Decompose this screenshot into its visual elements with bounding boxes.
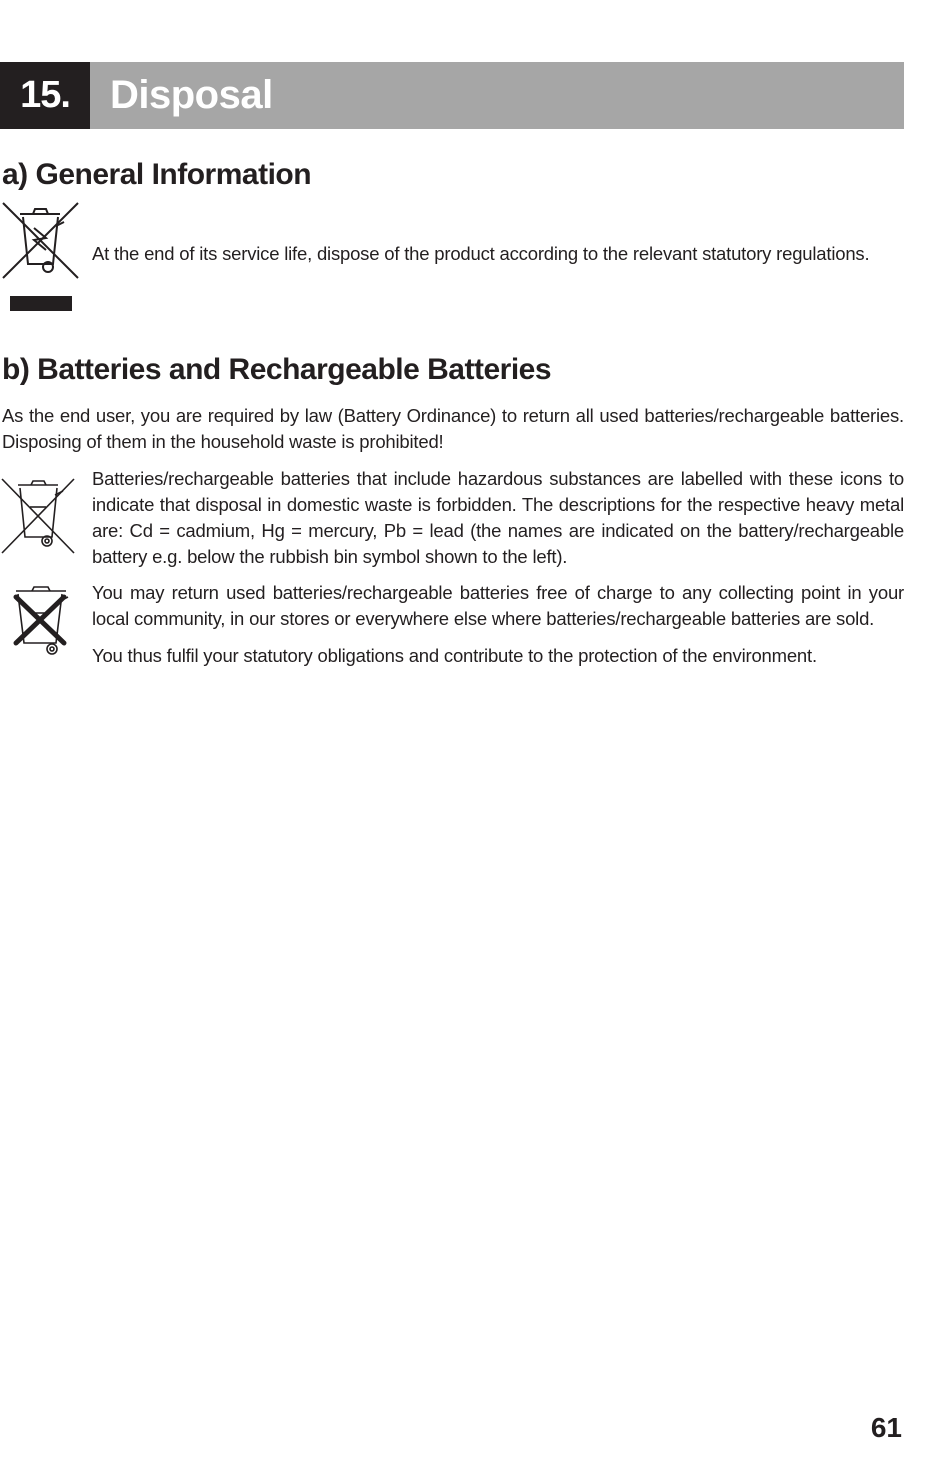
battery-bin-bold-cross-icon: [8, 585, 74, 659]
section-b-heading: b) Batteries and Rechargeable Batteries: [2, 353, 552, 386]
section-b-paragraph-3: You thus fulfil your statutory obligations and contribute to the protection of the environment.: [92, 645, 817, 666]
chapter-header: [0, 62, 904, 129]
section-b-paragraph-1: Batteries/rechargeable batteries that include hazardous substances are labelled with these icons to indicate that disposal in domestic waste is forbidden. The descriptions for the respective heavy metal are: Cd = cadmium, Hg = mercury, Pb = lead (the names are indicated on the battery/rechargeable battery e.g. below the rubbish bin symbol shown to the left).: [92, 468, 904, 567]
section-a-text: At the end of its service life, dispose of the product according to the relevant statutory regulations.: [92, 243, 870, 264]
section-b-paragraph-2: You may return used batteries/rechargeable batteries free of charge to any collecting point in your local community, in our stores or everywhere else where batteries/rechargeable batteries are sold.: [92, 582, 904, 629]
section-b-intro: As the end user, you are required by law (Battery Ordinance) to return all used batteries/rechargeable batteries. Disposing of them in the household waste is prohibited!: [2, 405, 904, 452]
section-a-heading: a) General Information: [2, 158, 312, 191]
chapter-title: Disposal: [110, 73, 273, 117]
battery-bin-icon: [0, 477, 78, 557]
chapter-number: 15.: [0, 62, 90, 129]
page-number: 61: [870, 1412, 902, 1443]
crossed-out-wheelie-bin-icon: [0, 200, 82, 314]
